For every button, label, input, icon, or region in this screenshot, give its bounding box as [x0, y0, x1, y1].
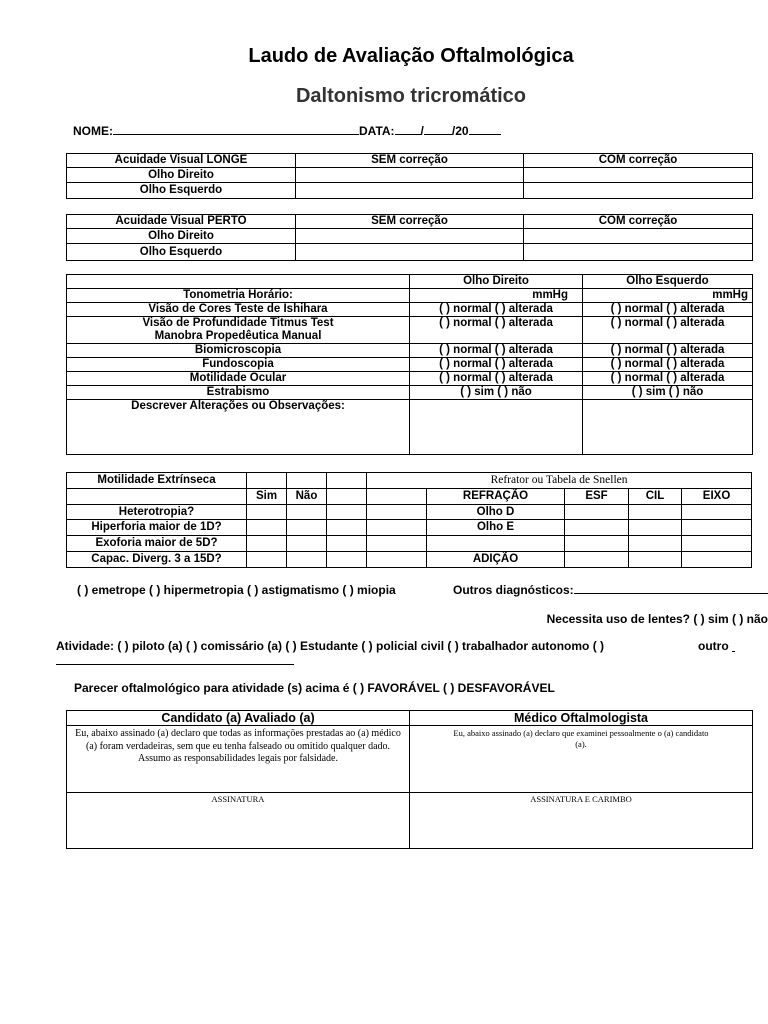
- motility-extra-cell[interactable]: [327, 505, 367, 520]
- doctor-title: Médico Oftalmologista: [410, 711, 753, 726]
- ishihara-label: Visão de Cores Teste de Ishihara: [67, 303, 410, 317]
- other-diagnosis-field[interactable]: [574, 593, 768, 594]
- acuity-near-com: COM correção: [524, 215, 753, 229]
- motility-extra-cell[interactable]: [327, 552, 367, 568]
- doctor-signature-area[interactable]: ASSINATURA E CARIMBO: [410, 793, 753, 849]
- refracao-header: REFRAÇÃO: [427, 489, 565, 505]
- parecer-text[interactable]: Parecer oftalmológico para atividade (s) acima é ( ) FAVORÁVEL ( ) DESFAVORÁVEL: [74, 681, 555, 695]
- acuity-far-od-sem-cell[interactable]: [296, 168, 524, 183]
- acuity-near-table: [66, 214, 753, 261]
- other-diagnosis-line: [453, 583, 768, 597]
- date-day-field[interactable]: [395, 134, 421, 135]
- biomicro-label: Biomicroscopia: [67, 344, 410, 358]
- name-field[interactable]: [113, 134, 359, 135]
- tonometry-label: Tonometria Horário:: [67, 289, 410, 303]
- acuity-near-header: Acuidade Visual PERTO: [67, 215, 296, 229]
- refrator-title: Refrator ou Tabela de Snellen: [367, 473, 752, 489]
- motility-extra-cell[interactable]: [327, 536, 367, 552]
- exams-table: [66, 274, 753, 455]
- cil-od-cell[interactable]: [629, 505, 682, 520]
- descrever-label: Descrever Alterações ou Observações:: [67, 400, 410, 455]
- ishihara-oe-options[interactable]: ( ) normal ( ) alterada: [583, 303, 753, 317]
- motility-sim-cell[interactable]: [247, 520, 287, 536]
- eixo-od-cell[interactable]: [682, 505, 752, 520]
- motility-extra-cell[interactable]: [367, 536, 427, 552]
- titmus-oe-options[interactable]: ( ) normal ( ) alterada: [583, 317, 753, 344]
- cil-oe-cell[interactable]: [629, 520, 682, 536]
- tonometry-od-mmhg[interactable]: mmHg: [410, 289, 583, 303]
- motility-blank-4: [327, 489, 367, 505]
- motility-extra-cell[interactable]: [367, 552, 427, 568]
- acuity-near-oe-com-cell[interactable]: [524, 244, 753, 261]
- signature-table: [66, 710, 753, 849]
- date-label: DATA:: [359, 124, 395, 138]
- acuity-near-oe-sem-cell[interactable]: [296, 244, 524, 261]
- activity-other-field[interactable]: [56, 664, 294, 665]
- eixo-header: EIXO: [682, 489, 752, 505]
- motility-row-label: Exoforia maior de 5D?: [67, 536, 247, 552]
- manobra-text: Manobra Propedêutica Manual: [154, 330, 322, 342]
- eixo-add-cell[interactable]: [682, 552, 752, 568]
- esf-od-cell[interactable]: [565, 505, 629, 520]
- exams-col-od: Olho Direito: [410, 275, 583, 289]
- acuity-far-sem: SEM correção: [296, 154, 524, 168]
- acuity-near-od-com-cell[interactable]: [524, 229, 753, 244]
- motility-sim-cell[interactable]: [247, 505, 287, 520]
- descrever-oe-cell[interactable]: [583, 400, 753, 455]
- biomicro-oe-options[interactable]: ( ) normal ( ) alterada: [583, 344, 753, 358]
- diagnosis-options[interactable]: ( ) emetrope ( ) hipermetropia ( ) astigmatismo ( ) miopia: [77, 583, 396, 597]
- other-diagnosis-label: Outros diagnósticos:: [453, 583, 574, 597]
- adicao-label: ADIÇÃO: [427, 552, 565, 568]
- eixo-blank-cell[interactable]: [682, 536, 752, 552]
- estrabismo-label: Estrabismo: [67, 386, 410, 400]
- motility-row-label: Heterotropia?: [67, 505, 247, 520]
- motility-blank-3: [327, 473, 367, 489]
- motility-title: Motilidade Extrínseca: [67, 473, 247, 489]
- candidate-declaration: Eu, abaixo assinado (a) declaro que todas as informações prestadas ao (a) médico (a) foram verdadeiras, sem que eu tenha falseado ou omitido qualquer dado. Assumo as responsabilidades legais por falsidade.: [67, 726, 410, 793]
- page-title: Laudo de Avaliação Oftalmológica: [248, 45, 574, 67]
- estrabismo-oe-options[interactable]: ( ) sim ( ) não: [583, 386, 753, 400]
- date-sep-1: /: [420, 124, 424, 138]
- activity-other-label: outro: [698, 639, 729, 653]
- acuity-far-row-oe: Olho Esquerdo: [67, 183, 296, 199]
- fundo-oe-options[interactable]: ( ) normal ( ) alterada: [583, 358, 753, 372]
- acuity-far-oe-sem-cell[interactable]: [296, 183, 524, 199]
- motility-blank-5: [367, 489, 427, 505]
- motility-sim-cell[interactable]: [247, 552, 287, 568]
- titmus-od-options[interactable]: ( ) normal ( ) alterada: [410, 317, 583, 344]
- motility-nao-header: Não: [287, 489, 327, 505]
- esf-add-cell[interactable]: [565, 552, 629, 568]
- doctor-declaration: Eu, abaixo assinado (a) declaro que examinei pessoalmente o (a) candidato (a).: [410, 726, 753, 793]
- motility-sim-header: Sim: [247, 489, 287, 505]
- candidate-title: Candidato (a) Avaliado (a): [67, 711, 410, 726]
- esf-oe-cell[interactable]: [565, 520, 629, 536]
- cil-header: CIL: [629, 489, 682, 505]
- activity-options[interactable]: Atividade: ( ) piloto (a) ( ) comissário (a) ( ) Estudante ( ) policial civil ( ) trabalhador autonomo ( ): [56, 639, 605, 653]
- motility-blank-hdr: [67, 489, 247, 505]
- acuity-near-od-sem-cell[interactable]: [296, 229, 524, 244]
- esf-blank-cell[interactable]: [565, 536, 629, 552]
- lenses-question: [0, 612, 768, 626]
- titmus-text: Visão de Profundidade Titmus Test: [142, 317, 334, 329]
- fundo-label: Fundoscopia: [67, 358, 410, 372]
- motilidade-label: Motilidade Ocular: [67, 372, 410, 386]
- fundo-od-options[interactable]: ( ) normal ( ) alterada: [410, 358, 583, 372]
- acuity-far-oe-com-cell[interactable]: [524, 183, 753, 199]
- acuity-far-row-od: Olho Direito: [67, 168, 296, 183]
- estrabismo-od-options[interactable]: ( ) sim ( ) não: [410, 386, 583, 400]
- eixo-oe-cell[interactable]: [682, 520, 752, 536]
- date-year-field[interactable]: [469, 134, 501, 135]
- acuity-near-row-od: Olho Direito: [67, 229, 296, 244]
- eye-d-label: Olho D: [427, 505, 565, 520]
- exams-col-oe: Olho Esquerdo: [583, 275, 753, 289]
- descrever-od-cell[interactable]: [410, 400, 583, 455]
- ishihara-od-options[interactable]: ( ) normal ( ) alterada: [410, 303, 583, 317]
- motilidade-oe-options[interactable]: ( ) normal ( ) alterada: [583, 372, 753, 386]
- motility-row-label: Hiperforia maior de 1D?: [67, 520, 247, 536]
- exams-blank-header: [67, 275, 410, 289]
- candidate-signature-area[interactable]: ASSINATURA: [67, 793, 410, 849]
- refraction-blank-cell[interactable]: [427, 536, 565, 552]
- motility-nao-cell[interactable]: [287, 552, 327, 568]
- motility-sim-cell[interactable]: [247, 536, 287, 552]
- page-subtitle: Daltonismo tricromático: [295, 85, 527, 107]
- motility-extra-cell[interactable]: [327, 520, 367, 536]
- date-sep-2: /20: [451, 124, 469, 138]
- acuity-far-header: Acuidade Visual LONGE: [67, 154, 296, 168]
- name-date-line: [73, 124, 501, 138]
- esf-header: ESF: [565, 489, 629, 505]
- acuity-near-row-oe: Olho Esquerdo: [67, 244, 296, 261]
- motility-nao-cell[interactable]: [287, 505, 327, 520]
- eye-e-label: Olho E: [427, 520, 565, 536]
- motility-blank-1: [247, 473, 287, 489]
- name-label: NOME:: [73, 124, 113, 138]
- acuity-far-com: COM correção: [524, 154, 753, 168]
- acuity-near-sem: SEM correção: [296, 215, 524, 229]
- motility-nao-cell[interactable]: [287, 520, 327, 536]
- cil-blank-cell[interactable]: [629, 536, 682, 552]
- motility-blank-2: [287, 473, 327, 489]
- acuity-far-table: [66, 153, 753, 199]
- motility-table: [66, 472, 752, 568]
- motility-extra-cell[interactable]: [367, 505, 427, 520]
- acuity-far-od-com-cell[interactable]: [524, 168, 753, 183]
- motility-extra-cell[interactable]: [367, 520, 427, 536]
- cil-add-cell[interactable]: [629, 552, 682, 568]
- tonometry-oe-mmhg[interactable]: mmHg: [583, 289, 753, 303]
- motility-row-label: Capac. Diverg. 3 a 15D?: [67, 552, 247, 568]
- lenses-text[interactable]: Necessita uso de lentes? ( ) sim ( ) não: [546, 612, 768, 626]
- motilidade-od-options[interactable]: ( ) normal ( ) alterada: [410, 372, 583, 386]
- biomicro-od-options[interactable]: ( ) normal ( ) alterada: [410, 344, 583, 358]
- activity-other-tick: [732, 651, 735, 652]
- titmus-label: [67, 317, 410, 344]
- motility-nao-cell[interactable]: [287, 536, 327, 552]
- date-month-field[interactable]: [424, 134, 452, 135]
